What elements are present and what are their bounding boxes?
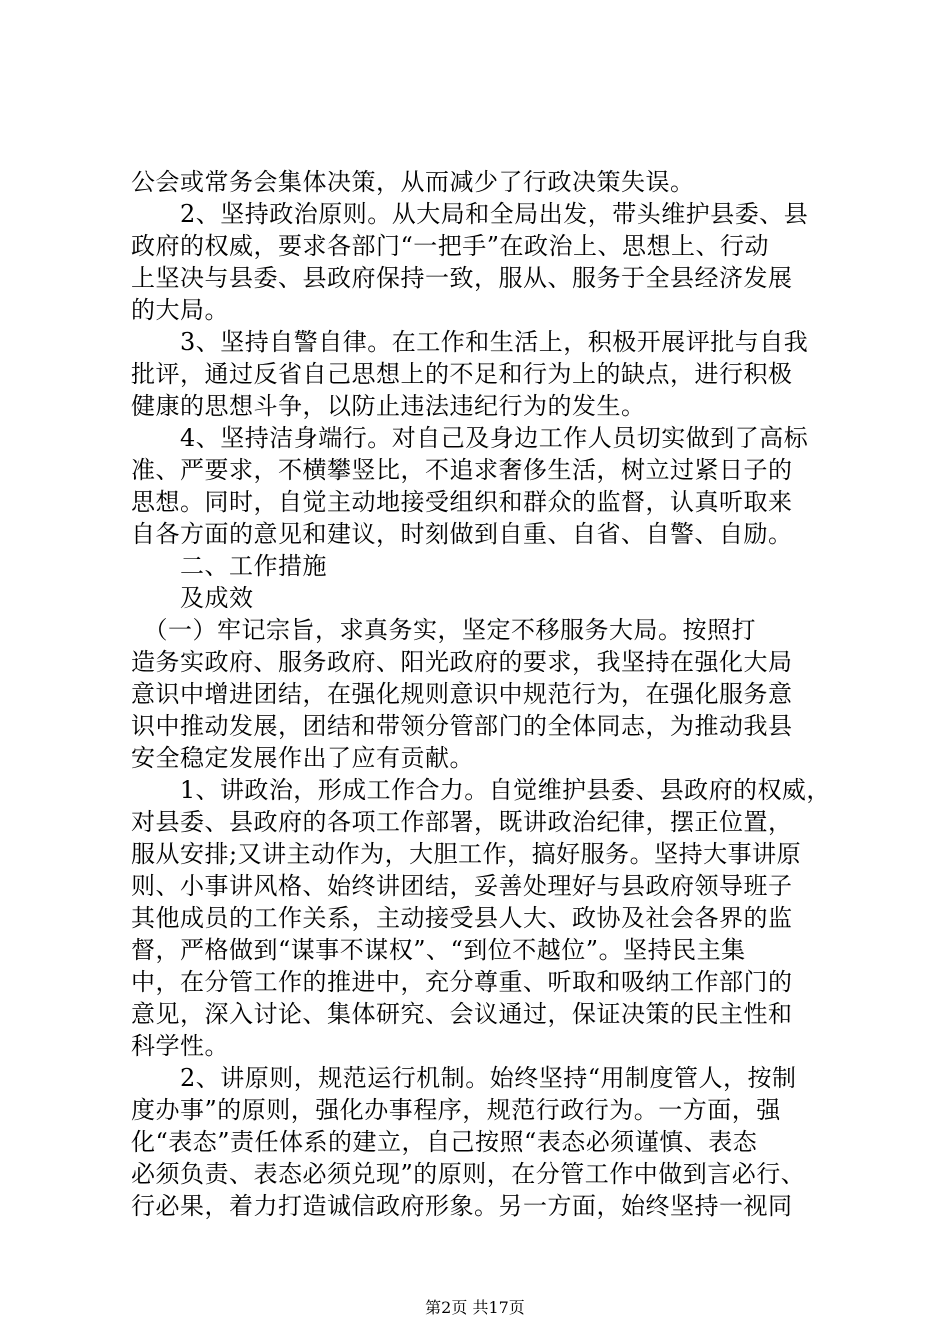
text-line: 公会或常务会集体决策，从而减少了行政决策失误。 [131, 168, 695, 196]
text-line: 中，在分管工作的推进中，充分尊重、听取和吸纳工作部门的 [131, 968, 793, 996]
text-line: 行必果，着力打造诚信政府形象。另一方面，始终坚持一视同 [131, 1192, 793, 1220]
text-line: 的大局。 [131, 296, 229, 324]
text-line: 准、严要求，不横攀竖比，不追求奢侈生活，树立过紧日子的 [131, 456, 793, 484]
text-line: 识中推动发展，团结和带领分管部门的全体同志，为推动我县 [131, 712, 793, 740]
text-line: 3、坚持自警自律。在工作和生活上，积极开展评批与自我 [131, 328, 809, 356]
text-line: 2、坚持政治原则。从大局和全局出发，带头维护县委、县 [131, 200, 809, 228]
text-line: 及成效 [131, 584, 254, 612]
text-line: 思想。同时，自觉主动地接受组织和群众的监督，认真听取来 [131, 488, 793, 516]
text-line: 造务实政府、服务政府、阳光政府的要求，我坚持在强化大局 [131, 648, 793, 676]
text-line: 对县委、县政府的各项工作部署，既讲政治纪律，摆正位置， [131, 808, 793, 836]
document-body [131, 166, 831, 1222]
text-line: （一）牢记宗旨，求真务实，坚定不移服务大局。按照打 [131, 616, 756, 644]
text-line: 意见，深入讨论、集体研究、会议通过，保证决策的民主性和 [131, 1000, 793, 1028]
text-line: 必须负责、表态必须兑现”的原则，在分管工作中做到言必行、 [131, 1160, 806, 1188]
text-line: 上坚决与县委、县政府保持一致，服从、服务于全县经济发展 [131, 264, 793, 292]
text-line: 服从安排;又讲主动作为，大胆工作，搞好服务。坚持大事讲原 [131, 840, 802, 868]
text-line: 督，严格做到“谋事不谋权”、“到位不越位”。坚持民主集 [131, 936, 746, 964]
text-line: 意识中增进团结，在强化规则意识中规范行为，在强化服务意 [131, 680, 793, 708]
text-line: 1、讲政治，形成工作合力。自觉维护县委、县政府的权威， [131, 776, 831, 804]
text-line: 安全稳定发展作出了应有贡献。 [131, 744, 474, 772]
text-line: 政府的权威，要求各部门“一把手”在政治上、思想上、行动 [131, 232, 770, 260]
text-line: 2、讲原则，规范运行机制。始终坚持“用制度管人，按制 [131, 1064, 797, 1092]
text-line: 化“表态”责任体系的建立，自己按照“表态必须谨慎、表态 [131, 1128, 758, 1156]
text-line: 4、坚持洁身端行。对自己及身边工作人员切实做到了高标 [131, 424, 809, 452]
text-line: 度办事”的原则，强化办事程序，规范行政行为。一方面，强 [131, 1096, 781, 1124]
text-line: 批评，通过反省自己思想上的不足和行为上的缺点，进行积极 [131, 360, 793, 388]
text-line: 二、工作措施 [131, 552, 327, 580]
text-line: 其他成员的工作关系，主动接受县人大、政协及社会各界的监 [131, 904, 793, 932]
text-line: 则、小事讲风格、始终讲团结，妥善处理好与县政府领导班子 [131, 872, 793, 900]
text-line: 科学性。 [131, 1032, 229, 1060]
page-footer: 第2页 共17页 [425, 1298, 525, 1317]
text-line: 健康的思想斗争，以防止违法违纪行为的发生。 [131, 392, 646, 420]
text-line: 自各方面的意见和建议，时刻做到自重、自省、自警、自励。 [131, 520, 793, 548]
